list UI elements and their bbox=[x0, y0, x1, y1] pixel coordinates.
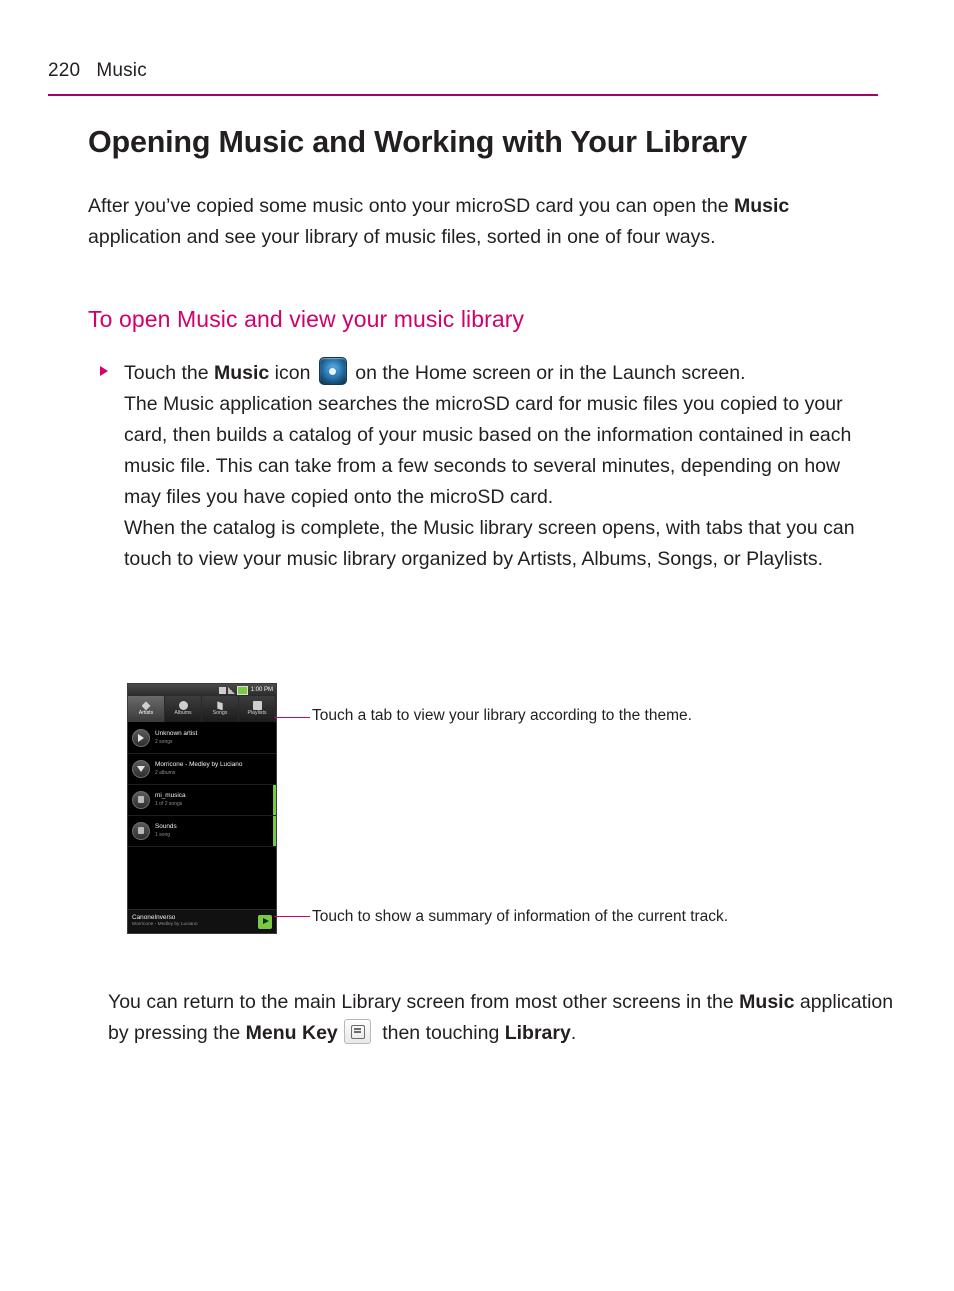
sd-card-icon bbox=[219, 687, 226, 694]
list-item-title: Unknown artist bbox=[155, 730, 198, 738]
bullet-block bbox=[100, 357, 880, 575]
intro-paragraph bbox=[88, 191, 878, 253]
menu-key-icon bbox=[344, 1019, 371, 1044]
callout-top: Touch a tab to view your library according to the theme. bbox=[312, 707, 692, 724]
playlists-icon bbox=[253, 701, 262, 710]
list-item-progress-bar bbox=[273, 816, 276, 846]
list-item-title: Sounds bbox=[155, 823, 177, 831]
callout-leader-top bbox=[274, 717, 310, 718]
tab-artists-label: Artists bbox=[138, 710, 154, 717]
closing-text-3: then touching bbox=[376, 1022, 505, 1044]
running-header bbox=[48, 60, 878, 82]
page-number: 220 bbox=[48, 60, 81, 81]
signal-icon bbox=[228, 687, 235, 694]
tab-playlists-label: Playlists bbox=[247, 710, 267, 717]
albums-icon bbox=[179, 701, 188, 710]
header-divider bbox=[48, 94, 878, 96]
bullet-paragraph-3: When the catalog is complete, the Music library screen opens, with tabs that you can touch to view your music library organized by Artists, Albums, Songs, or Playlists. bbox=[124, 517, 855, 570]
closing-text-4: . bbox=[570, 1022, 577, 1044]
bullet-bold-music: Music bbox=[213, 362, 270, 384]
list-item[interactable] bbox=[128, 816, 276, 847]
section-subheading: To open Music and view your music library bbox=[88, 306, 525, 332]
list-item-subtitle: 2 albums bbox=[155, 769, 176, 776]
list-item-subtitle: 1 song bbox=[155, 831, 171, 838]
play-circle-icon bbox=[132, 729, 150, 747]
phone-tab-bar bbox=[128, 696, 276, 723]
tab-albums-label: Albums bbox=[174, 710, 192, 717]
tab-songs[interactable] bbox=[202, 696, 239, 722]
bullet-paragraph-2: The Music application searches the microSD card for music files you copied to your card, then builds a catalog of your music based on the information contained in each music file. This can take from a few seconds to several minutes, depending on how may files you have copied onto the microSD card. bbox=[124, 393, 852, 508]
bullet-arrow-icon bbox=[100, 366, 108, 376]
status-time: 1:00 PM bbox=[250, 687, 273, 693]
bullet-text-1: Touch the bbox=[124, 362, 214, 384]
callout-leader-bottom bbox=[274, 916, 310, 917]
tab-playlists[interactable] bbox=[239, 696, 276, 722]
callout-bottom: Touch to show a summary of information of the current track. bbox=[312, 908, 729, 925]
closing-bold-menu-key: Menu Key bbox=[245, 1022, 338, 1044]
note-circle-icon bbox=[132, 791, 150, 809]
tab-albums[interactable] bbox=[165, 696, 202, 722]
closing-text-1: You can return to the main Library screen from most other screens in the bbox=[108, 991, 740, 1013]
list-item-title: mi_musica bbox=[155, 792, 186, 800]
collapse-circle-icon bbox=[132, 760, 150, 778]
intro-text-2: application and see your library of music files, sorted in one of four ways. bbox=[88, 226, 716, 248]
intro-text-1: After you’ve copied some music onto your microSD card you can open the bbox=[88, 195, 734, 217]
now-playing-subtitle: Morricone - Medley by Luciano bbox=[132, 922, 198, 928]
chapter-name: Music bbox=[96, 60, 147, 81]
artists-icon bbox=[142, 701, 151, 710]
songs-icon bbox=[216, 701, 225, 710]
bullet-text-2: icon bbox=[269, 362, 316, 384]
list-item[interactable] bbox=[128, 785, 276, 816]
phone-screenshot bbox=[127, 683, 277, 934]
phone-library-list bbox=[128, 723, 276, 847]
closing-text-2: application by pressing the bbox=[108, 991, 894, 1044]
list-item[interactable] bbox=[128, 723, 276, 754]
closing-bold-library: Library bbox=[504, 1022, 571, 1044]
note-circle-icon bbox=[132, 822, 150, 840]
intro-bold-music: Music bbox=[734, 195, 790, 217]
now-playing-title: CanoneInverso bbox=[132, 913, 176, 921]
phone-status-bar bbox=[128, 684, 276, 696]
music-app-icon bbox=[319, 357, 347, 385]
list-item-progress-bar bbox=[273, 785, 276, 815]
tab-artists[interactable] bbox=[128, 696, 165, 722]
list-item-title: Morricone - Medley by Luciano bbox=[155, 761, 243, 769]
list-item-subtitle: 2 songs bbox=[155, 738, 173, 745]
play-button[interactable] bbox=[258, 915, 272, 929]
bullet-body bbox=[124, 357, 880, 575]
bullet-text-3: on the Home screen or in the Launch screen. bbox=[349, 362, 746, 384]
battery-icon bbox=[237, 686, 248, 695]
tab-songs-label: Songs bbox=[212, 710, 228, 717]
page-title: Opening Music and Working with Your Library bbox=[88, 125, 748, 159]
list-item[interactable] bbox=[128, 754, 276, 785]
now-playing-bar[interactable] bbox=[128, 909, 276, 933]
closing-paragraph bbox=[108, 987, 898, 1049]
list-item-subtitle: 1 of 2 songs bbox=[155, 800, 183, 807]
closing-bold-music: Music bbox=[739, 991, 795, 1013]
